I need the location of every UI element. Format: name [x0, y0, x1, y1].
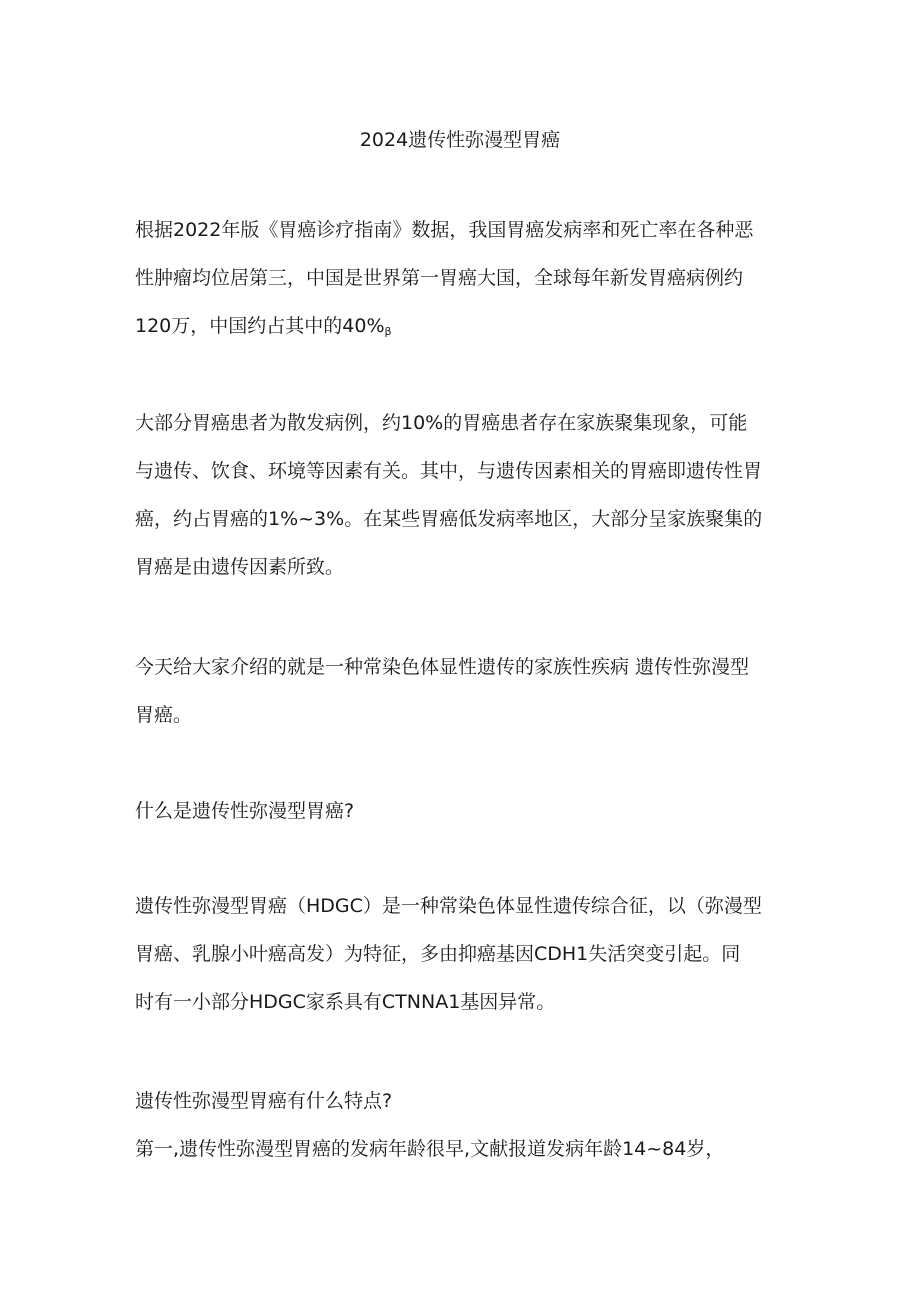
text-line: 胃癌。: [135, 704, 193, 726]
text-line: 遗传性弥漫型胃癌（HDGC）是一种常染色体显性遗传综合征，以（弥漫型: [135, 895, 762, 917]
text-line: 癌，约占胃癌的1%~3%。在某些胃癌低发病率地区，大部分呈家族聚集的: [135, 508, 763, 530]
text-line: 性肿瘤均位居第三，中国是世界第一胃癌大国，全球每年新发胃癌病例约: [135, 267, 744, 289]
text-line: 与遗传、饮食、环境等因素有关。其中，与遗传因素相关的胃癌即遗传性胃: [135, 460, 763, 482]
paragraph-feature-one: [135, 1125, 795, 1173]
text-line: 胃癌是由遗传因素所致。: [135, 556, 345, 578]
text-line: 胃癌、乳腺小叶癌高发）为特征，多由抑癌基因CDH1失活突变引起。同: [135, 943, 741, 965]
paragraph-gastric-cancer-statistics: [135, 206, 795, 350]
text-line: 根据2022年版《胃癌诊疗指南》数据，我国胃癌发病率和死亡率在各种恶: [135, 219, 754, 241]
text-line: 今天给大家介绍的就是一种常染色体显性遗传的家族性疾病 遗传性弥漫型: [135, 656, 750, 678]
text-line-content: 120万，中国约占其中的40%: [135, 315, 385, 337]
section-heading-what-is-hdgc: [135, 787, 795, 835]
heading-text: 遗传性弥漫型胃癌有什么特点?: [135, 1090, 393, 1112]
paragraph-introduction: [135, 643, 795, 739]
paragraph-hdgc-definition: [135, 882, 795, 1026]
paragraph-familial-clustering: [135, 399, 795, 591]
heading-text: 什么是遗传性弥漫型胃癌?: [135, 800, 355, 822]
document-title: 2024遗传性弥漫型胃癌: [359, 129, 561, 151]
text-line: 时有一小部分HDGC家系具有CTNNA1基因异常。: [135, 991, 556, 1013]
text-line: 第一,遗传性弥漫型胃癌的发病年龄很早,文献报道发病年龄14~84岁，: [135, 1138, 725, 1160]
subscript-mark: β: [384, 325, 392, 338]
text-line: [135, 302, 795, 350]
text-line: 大部分胃癌患者为散发病例，约10%的胃癌患者存在家族聚集现象，可能: [135, 412, 748, 434]
section-heading-hdgc-features: [135, 1077, 795, 1125]
